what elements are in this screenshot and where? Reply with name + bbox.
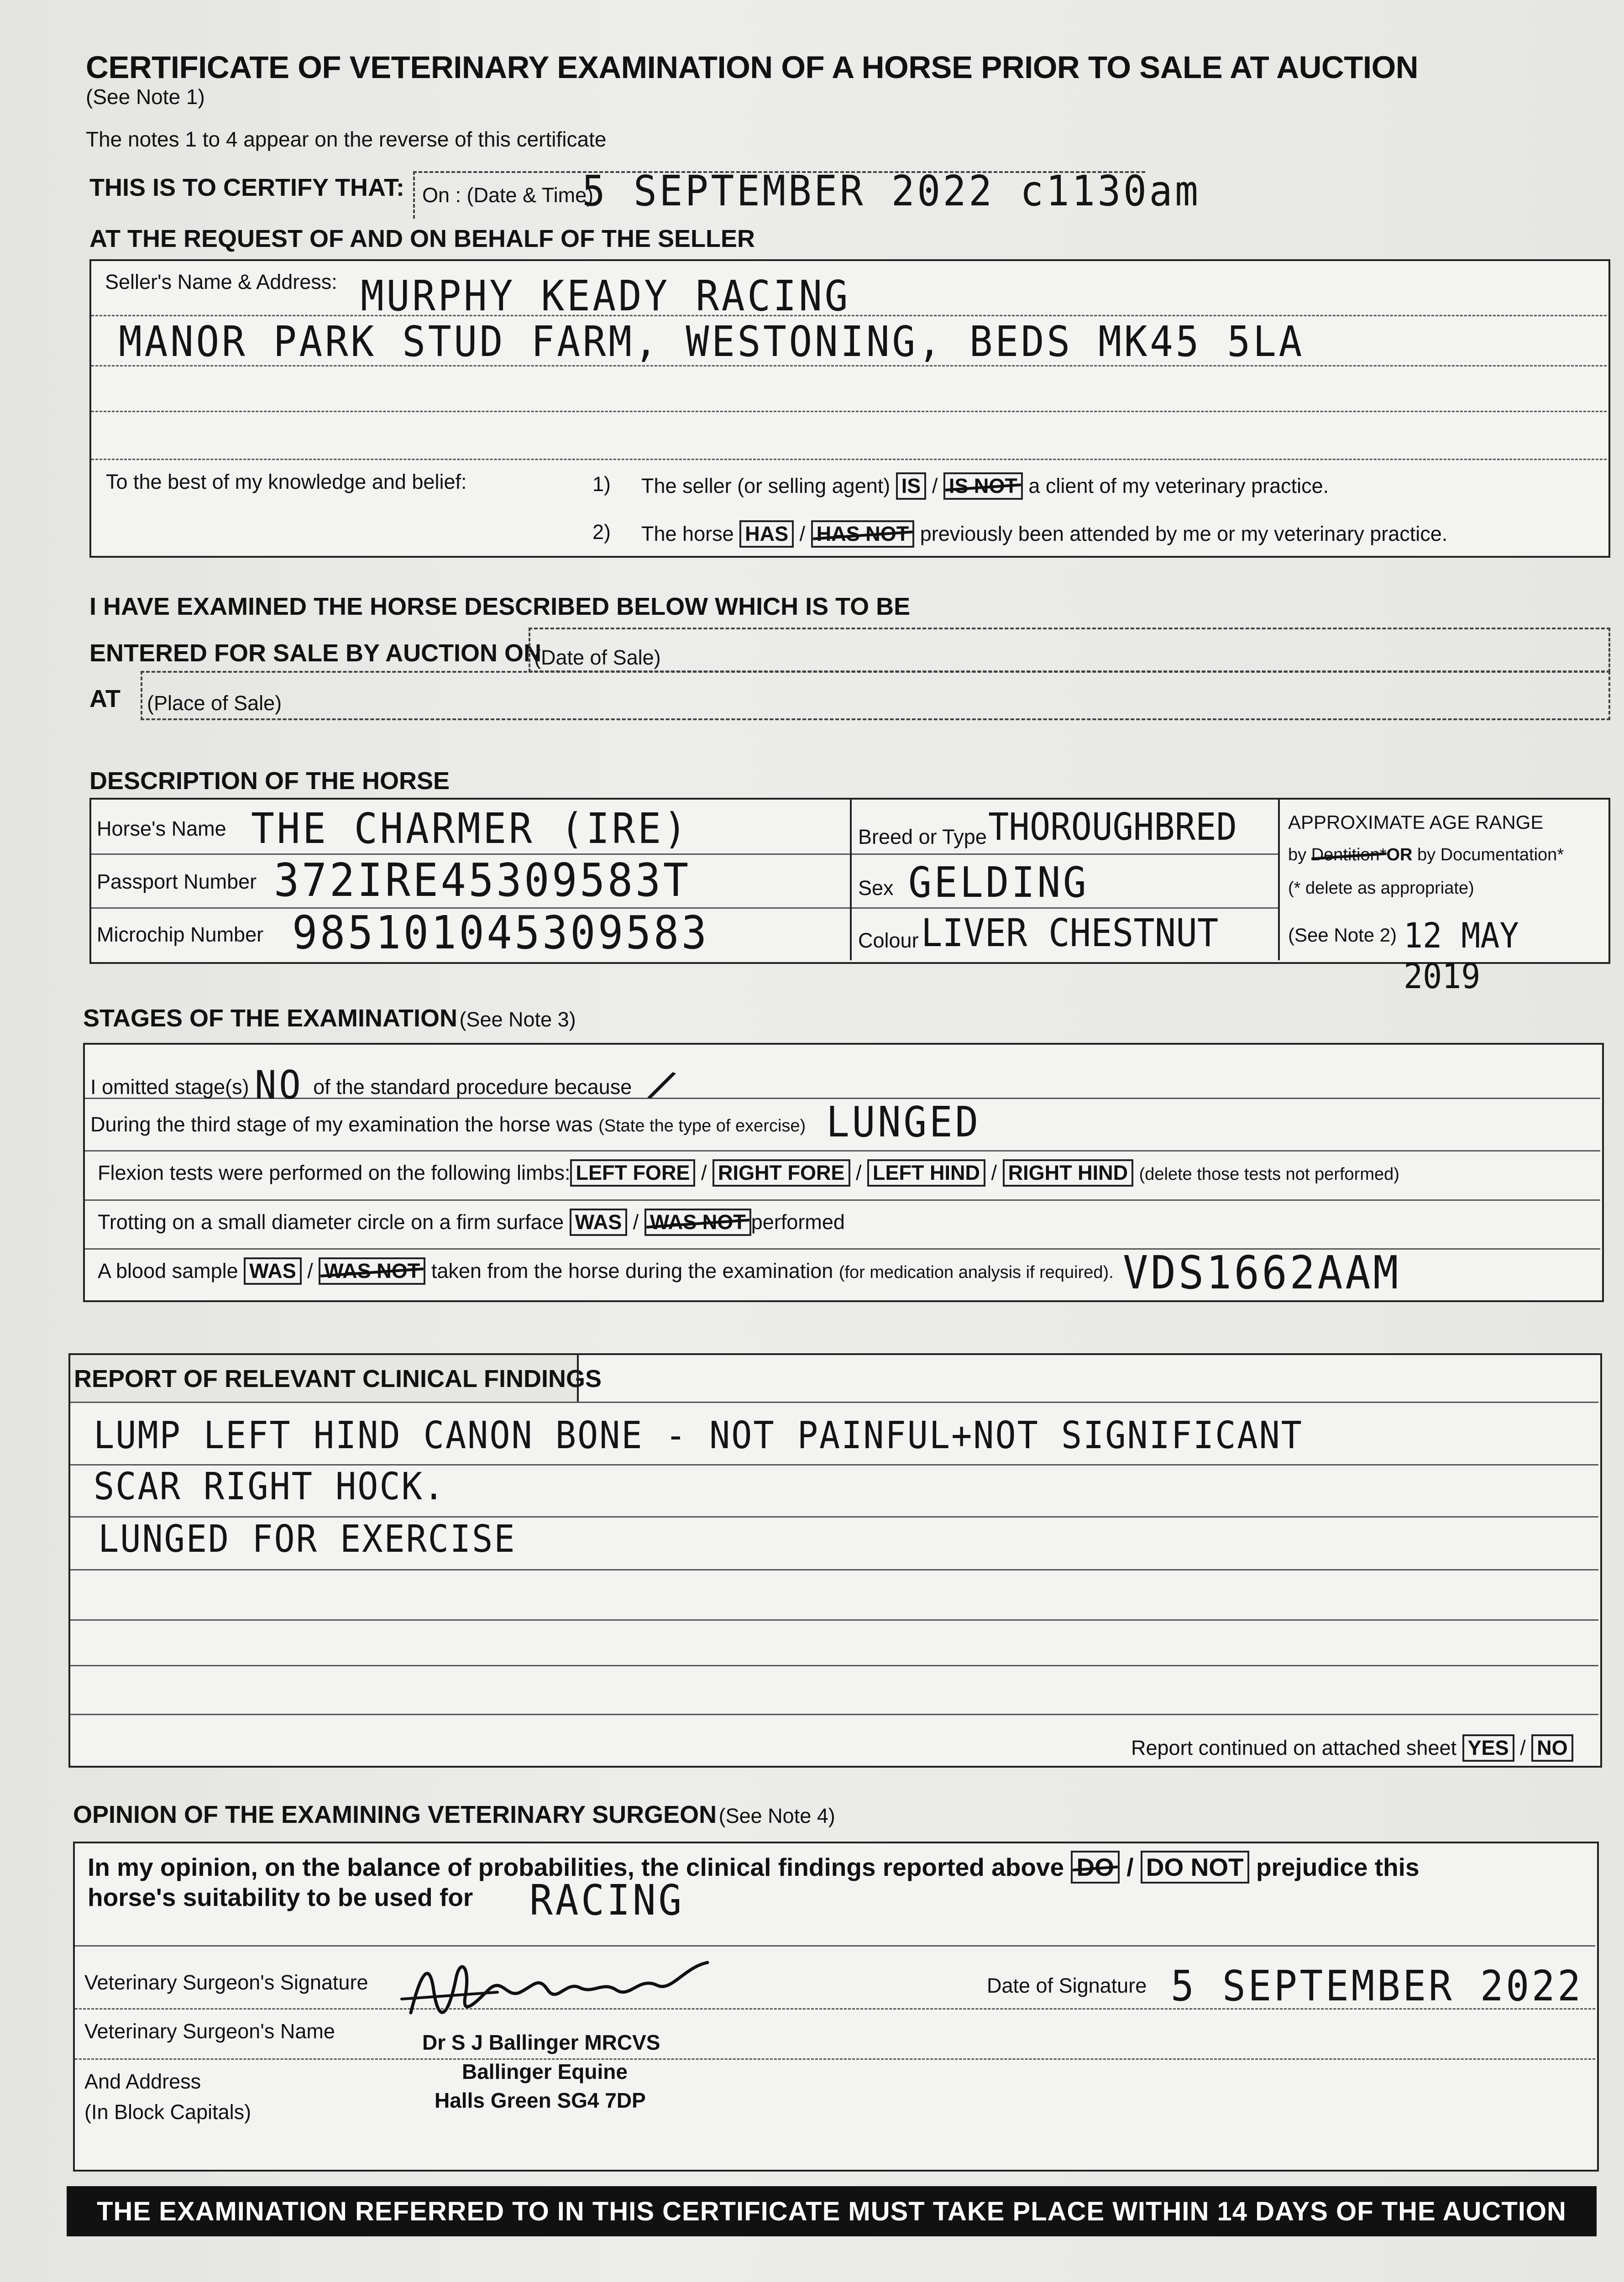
report-continued-row (1131, 1734, 1573, 1762)
report-finding-1: LUMP LEFT HIND CANON BONE - NOT PAINFUL+NOT SIGNIFICANT (94, 1414, 1303, 1457)
opinion-text-1: In my opinion, on the balance of probabilities, the clinical findings reported above (88, 1853, 1064, 1881)
stages-heading-note: (See Note 3) (459, 1008, 576, 1031)
colour-value: LIVER CHESTNUT (921, 911, 1219, 955)
blood-sample-value: VDS1662AAM (1123, 1246, 1401, 1299)
report-line-4 (70, 1619, 1598, 1621)
stages-heading-wrap (83, 1004, 576, 1032)
statement-1 (641, 472, 1329, 500)
sex-label: Sex (858, 876, 894, 900)
flexion-pre: Flexion tests were performed on the following limbs: (98, 1161, 571, 1184)
opinion-row-line-1 (75, 1945, 1595, 1947)
signature-label: Veterinary Surgeon's Signature (84, 1971, 368, 1994)
statement-2 (641, 520, 1447, 548)
age-or: OR (1386, 845, 1413, 864)
omitted-row (90, 1058, 684, 1111)
statement-1-number: 1) (592, 472, 611, 496)
omitted-post: of the standard procedure because (313, 1075, 632, 1099)
report-finding-3: LUNGED FOR EXERCISE (98, 1518, 516, 1561)
blood-note: (for medication analysis if required). (838, 1263, 1114, 1282)
report-heading-divider (577, 1355, 579, 1402)
vet-practice-value: Ballinger Equine (462, 2060, 628, 2083)
seller-address-value: MANOR PARK STUD FARM, WESTONING, BEDS MK45 5LA (119, 317, 1304, 366)
limb-right-hind[interactable]: RIGHT HIND (1003, 1159, 1134, 1187)
description-heading: DESCRIPTION OF THE HORSE (89, 767, 450, 795)
statement-1-post: a client of my veterinary practice. (1028, 474, 1329, 497)
entered-heading: ENTERED FOR SALE BY AUCTION ON (89, 639, 542, 667)
opinion-heading: OPINION OF THE EXAMINING VETERINARY SURGEON (73, 1801, 717, 1828)
certify-label: THIS IS TO CERTIFY THAT: (89, 174, 405, 201)
age-by: by (1288, 845, 1307, 864)
horse-name-label: Horse's Name (97, 817, 226, 840)
seller-name-value: MURPHY KEADY RACING (361, 272, 851, 320)
footer-banner: THE EXAMINATION REFERRED TO IN THIS CERTIFICATE MUST TAKE PLACE WITHIN 14 DAYS OF THE AUCTION (67, 2186, 1597, 2236)
vet-name-value: Dr S J Ballinger MRCVS (422, 2031, 660, 2054)
limb-sep-2: / (856, 1161, 862, 1184)
trot-slash: / (633, 1210, 639, 1234)
statement-1-pre: The seller (or selling agent) (641, 474, 891, 497)
client-is-option[interactable]: IS (896, 472, 927, 500)
flexion-row (98, 1159, 1399, 1187)
opinion-heading-note: (See Note 4) (718, 1804, 835, 1827)
age-documentation-option[interactable]: by Documentation* (1417, 845, 1564, 864)
trot-was-not-option[interactable]: WAS NOT (644, 1209, 751, 1236)
opinion-do-not-option[interactable]: DO NOT (1141, 1851, 1249, 1884)
omitted-pre: I omitted stage(s) (90, 1075, 249, 1099)
report-finding-2: SCAR RIGHT HOCK. (94, 1465, 445, 1508)
continued-no-option[interactable]: NO (1531, 1734, 1573, 1762)
opinion-row-line-3 (75, 2058, 1595, 2060)
stages-heading: STAGES OF THE EXAMINATION (83, 1005, 458, 1032)
certificate-title: CERTIFICATE OF VETERINARY EXAMINATION OF A HORSE PRIOR TO SALE AT AUCTION (86, 50, 1419, 85)
date-of-sale-label: (Date of Sale) (534, 646, 661, 669)
omitted-value: NO (255, 1062, 304, 1108)
blood-pre: A blood sample (98, 1259, 238, 1282)
seller-line-1 (91, 315, 1607, 316)
colour-label: Colour (858, 929, 919, 952)
report-line-6 (70, 1714, 1598, 1715)
age-value: 12 MAY 2019 (1404, 915, 1519, 996)
opinion-text-2: prejudice this (1256, 1853, 1420, 1881)
vet-address-label-2: (In Block Capitals) (84, 2100, 251, 2124)
opinion-text-3: horse's suitability to be used for (88, 1883, 473, 1911)
vet-name-label: Veterinary Surgeon's Name (84, 2020, 335, 2043)
sex-value: GELDING (908, 858, 1089, 907)
at-label: AT (89, 685, 120, 712)
date-of-signature-label: Date of Signature (987, 1974, 1147, 1997)
seller-line-4 (91, 459, 1607, 460)
trot-post: performed (751, 1210, 845, 1234)
report-continued-label: Report continued on attached sheet (1131, 1736, 1457, 1759)
description-col-divider-2 (1278, 800, 1280, 960)
report-line-3 (70, 1569, 1598, 1570)
blood-row (98, 1257, 1114, 1285)
horse-name-value: THE CHARMER (IRE) (251, 804, 690, 853)
breed-label: Breed or Type (858, 825, 987, 848)
limb-left-fore[interactable]: LEFT FORE (570, 1159, 695, 1187)
limb-right-fore[interactable]: RIGHT FORE (712, 1159, 850, 1187)
age-method (1288, 845, 1564, 865)
passport-value: 372IRE45309583T (274, 853, 691, 907)
attended-has-option[interactable]: HAS (739, 520, 794, 548)
vet-address-label-1: And Address (84, 2070, 201, 2093)
third-stage-value: LUNGED (826, 1098, 981, 1146)
continued-slash: / (1520, 1736, 1526, 1759)
place-of-sale-field[interactable] (141, 671, 1610, 720)
trotting-row (98, 1209, 845, 1236)
notes-text: The notes 1 to 4 appear on the reverse of this certificate (86, 127, 607, 151)
age-dentition-option[interactable]: Dentition* (1311, 845, 1387, 864)
flexion-note: (delete those tests not performed) (1139, 1165, 1399, 1184)
trot-pre: Trotting on a small diameter circle on a firm surface (98, 1210, 564, 1234)
limb-left-hind[interactable]: LEFT HIND (867, 1159, 985, 1187)
statement-2-post: previously been attended by me or my veterinary practice. (920, 522, 1448, 545)
breed-value: THOROUGHBRED (988, 806, 1237, 849)
examined-heading: I HAVE EXAMINED THE HORSE DESCRIBED BELOW WHICH IS TO BE (89, 593, 911, 620)
see-note-1: (See Note 1) (86, 85, 205, 109)
opinion-do-option[interactable]: DO (1071, 1851, 1120, 1884)
client-is-not-option[interactable]: IS NOT (943, 472, 1023, 500)
on-date-label: On : (Date & Time) (422, 183, 594, 207)
report-heading: REPORT OF RELEVANT CLINICAL FINDINGS (74, 1365, 602, 1392)
third-stage-row (90, 1113, 806, 1136)
age-see-note: (See Note 2) (1288, 924, 1397, 946)
statement-2-slash: / (799, 522, 806, 545)
opinion-text-line-1 (88, 1851, 1420, 1884)
microchip-label: Microchip Number (97, 923, 264, 946)
seller-line-2 (91, 365, 1607, 366)
third-stage-pre: During the third stage of my examination the horse was (90, 1113, 593, 1136)
age-delete-note: (* delete as appropriate) (1288, 879, 1474, 898)
report-line-5 (70, 1665, 1598, 1666)
statement-1-slash: / (932, 474, 938, 497)
continued-yes-option[interactable]: YES (1462, 1734, 1514, 1762)
microchip-value: 985101045309583 (292, 906, 709, 959)
on-date-value: 5 SEPTEMBER 2022 c1130am (582, 167, 1201, 215)
passport-label: Passport Number (97, 870, 257, 893)
omitted-reason: / (643, 1059, 684, 1111)
statement-2-pre: The horse (641, 522, 734, 545)
attended-has-not-option[interactable]: HAS NOT (811, 520, 915, 548)
suitability-use-value: RACING (529, 1876, 684, 1925)
seller-name-label: Seller's Name & Address: (105, 270, 337, 293)
opinion-slash: / (1126, 1853, 1134, 1881)
trot-was-option[interactable]: WAS (570, 1209, 628, 1236)
stages-row-line-2 (85, 1150, 1600, 1151)
blood-was-option[interactable]: WAS (244, 1257, 302, 1285)
age-heading: APPROXIMATE AGE RANGE (1288, 811, 1544, 833)
blood-post: taken from the horse during the examination (431, 1259, 833, 1282)
blood-slash: / (307, 1259, 313, 1282)
date-of-signature-value: 5 SEPTEMBER 2022 (1171, 1962, 1583, 2010)
seller-request-heading: AT THE REQUEST OF AND ON BEHALF OF THE SELLER (89, 225, 755, 252)
limb-sep-1: / (701, 1161, 707, 1184)
date-of-sale-field[interactable] (529, 628, 1610, 672)
opinion-heading-wrap (73, 1800, 835, 1829)
statement-2-number: 2) (592, 520, 611, 544)
third-stage-note: (State the type of exercise) (598, 1116, 806, 1136)
stages-row-line-3 (85, 1199, 1600, 1201)
place-of-sale-label: (Place of Sale) (147, 691, 282, 715)
limb-sep-3: / (991, 1161, 997, 1184)
seller-line-3 (91, 411, 1607, 412)
signature-mark (393, 1949, 721, 2031)
knowledge-label: To the best of my knowledge and belief: (106, 470, 467, 493)
description-col-divider-1 (850, 800, 852, 960)
vet-address-value: Halls Green SG4 7DP (435, 2088, 646, 2112)
report-line-0 (70, 1402, 1598, 1403)
blood-was-not-option[interactable]: WAS NOT (319, 1257, 425, 1285)
